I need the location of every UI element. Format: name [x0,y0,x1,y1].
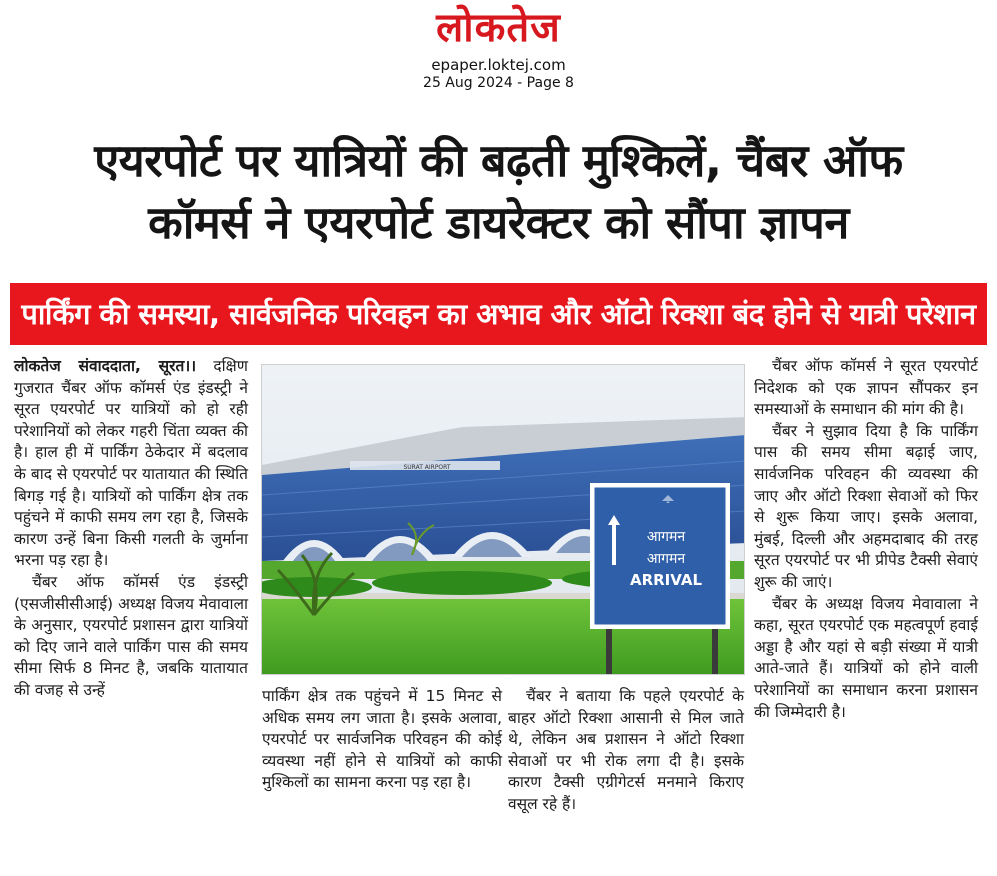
newspaper-logo[interactable]: लोकतेज [436,5,561,51]
article-column-1 [14,356,248,856]
sign-text-gujarati: आगमन [646,529,686,545]
article-column-3 [508,686,744,856]
sign-text-hindi: आगमन [646,551,686,567]
article-paragraph: चैंबर ऑफ कॉमर्स ने सूरत एयरपोर्ट निदेशक को एक ज्ञापन सौंपकर इन समस्याओं के समाधान की मांग की है। [754,357,978,419]
article-paragraph: पार्किंग क्षेत्र तक पहुंचने में 15 मिनट से अधिक समय लग जाता है। इसके अलावा, एयरपोर्ट पर सार्वजनिक परिवहन की कोई व्यवस्था नहीं होने से यात्रियों को काफी मुश्किलों का सामना करना पड़ रहा है। [262,687,502,792]
article-text: दक्षिण गुजरात चैंबर ऑफ कॉमर्स एंड इंडस्ट्री ने सूरत एयरपोर्ट पर यात्रियों को हो रही परेशानियों को लेकर गहरी चिंता व्यक्त की है। हाल ही में पार्किंग ठेकेदार में बदलाव के बाद से एयरपोर्ट पर यातायात की स्थिति बिगड़ गई है। यात्रियों को पार्किंग क्षेत्र तक पहुंचने में काफी समय लग रहा है, जिसके कारण उन्हें बिना किसी गलती के जुर्माना भरना पड़ रहा है। [14,357,248,570]
sign-text-english: ARRIVAL [629,571,703,589]
article-paragraph: चैंबर ने सुझाव दिया है कि पार्किंग पास की समय सीमा बढ़ाई जाए, सार्वजनिक परिवहन की व्यवस्था की जाए और ऑटो रिक्शा सेवाओं को फिर से शुरू किया जाए। इसके अलावा, मुंबई, दिल्ली और अहमदाबाद की तरह सूरत एयरपोर्ट पर भी प्रीपेड टैक्सी सेवाएं शुरू की जाएं। [754,421,978,591]
subheadline-banner: पार्किंग की समस्या, सार्वजनिक परिवहन का अभाव और ऑटो रिक्शा बंद होने से यात्री परेशान [10,283,987,345]
page-headline [0,130,997,254]
headline-line-1: एयरपोर्ट पर यात्रियों की बढ़ती मुश्किलें, चैंबर ऑफ [94,134,903,187]
airport-arrival-photo [261,364,745,675]
terminal-building-sign: SURAT AIRPORT [403,464,451,471]
epaper-url[interactable]: epaper.loktej.com [431,56,566,74]
article-paragraph: चैंबर ऑफ कॉमर्स एंड इंडस्ट्री (एसजीसीसीआई) अध्यक्ष विजय मेवावाला के अनुसार, एयरपोर्ट प्रशासन द्वारा यात्रियों को दिए जाने वाले पार्किंग पास की समय सीमा सिर्फ 8 मिनट है, जबकि यातायात की वजह से उन्हें [14,572,248,699]
issue-dateline: 25 Aug 2024 - Page 8 [423,75,574,91]
article-paragraph [14,356,248,572]
article-column-2 [262,686,502,856]
article-column-4 [754,356,978,856]
byline: लोकतेज संवाददाता, सूरत।। [14,357,197,375]
headline-line-2: कॉमर्स ने एयरपोर्ट डायरेक्टर को सौंपा ज्ञापन [148,196,849,249]
article-paragraph: चैंबर के अध्यक्ष विजय मेवावाला ने कहा, सूरत एयरपोर्ट एक महत्वपूर्ण हवाई अड्डा है और यहां से बड़ी संख्या में यात्री आते-जाते हैं। यात्रियों को होने वाली परेशानियों का समाधान करना प्रशासन की जिम्मेदारी है। [754,594,978,721]
article-paragraph: चैंबर ने बताया कि पहले एयरपोर्ट के बाहर ऑटो रिक्शा आसानी से मिल जाते थे, लेकिन अब प्रशासन ने ऑटो रिक्शा सेवाओं पर भी रोक लगा दी है। इसके कारण टैक्सी एग्रीगेटर्स मनमाने किराए वसूल रहे हैं। [508,687,744,813]
